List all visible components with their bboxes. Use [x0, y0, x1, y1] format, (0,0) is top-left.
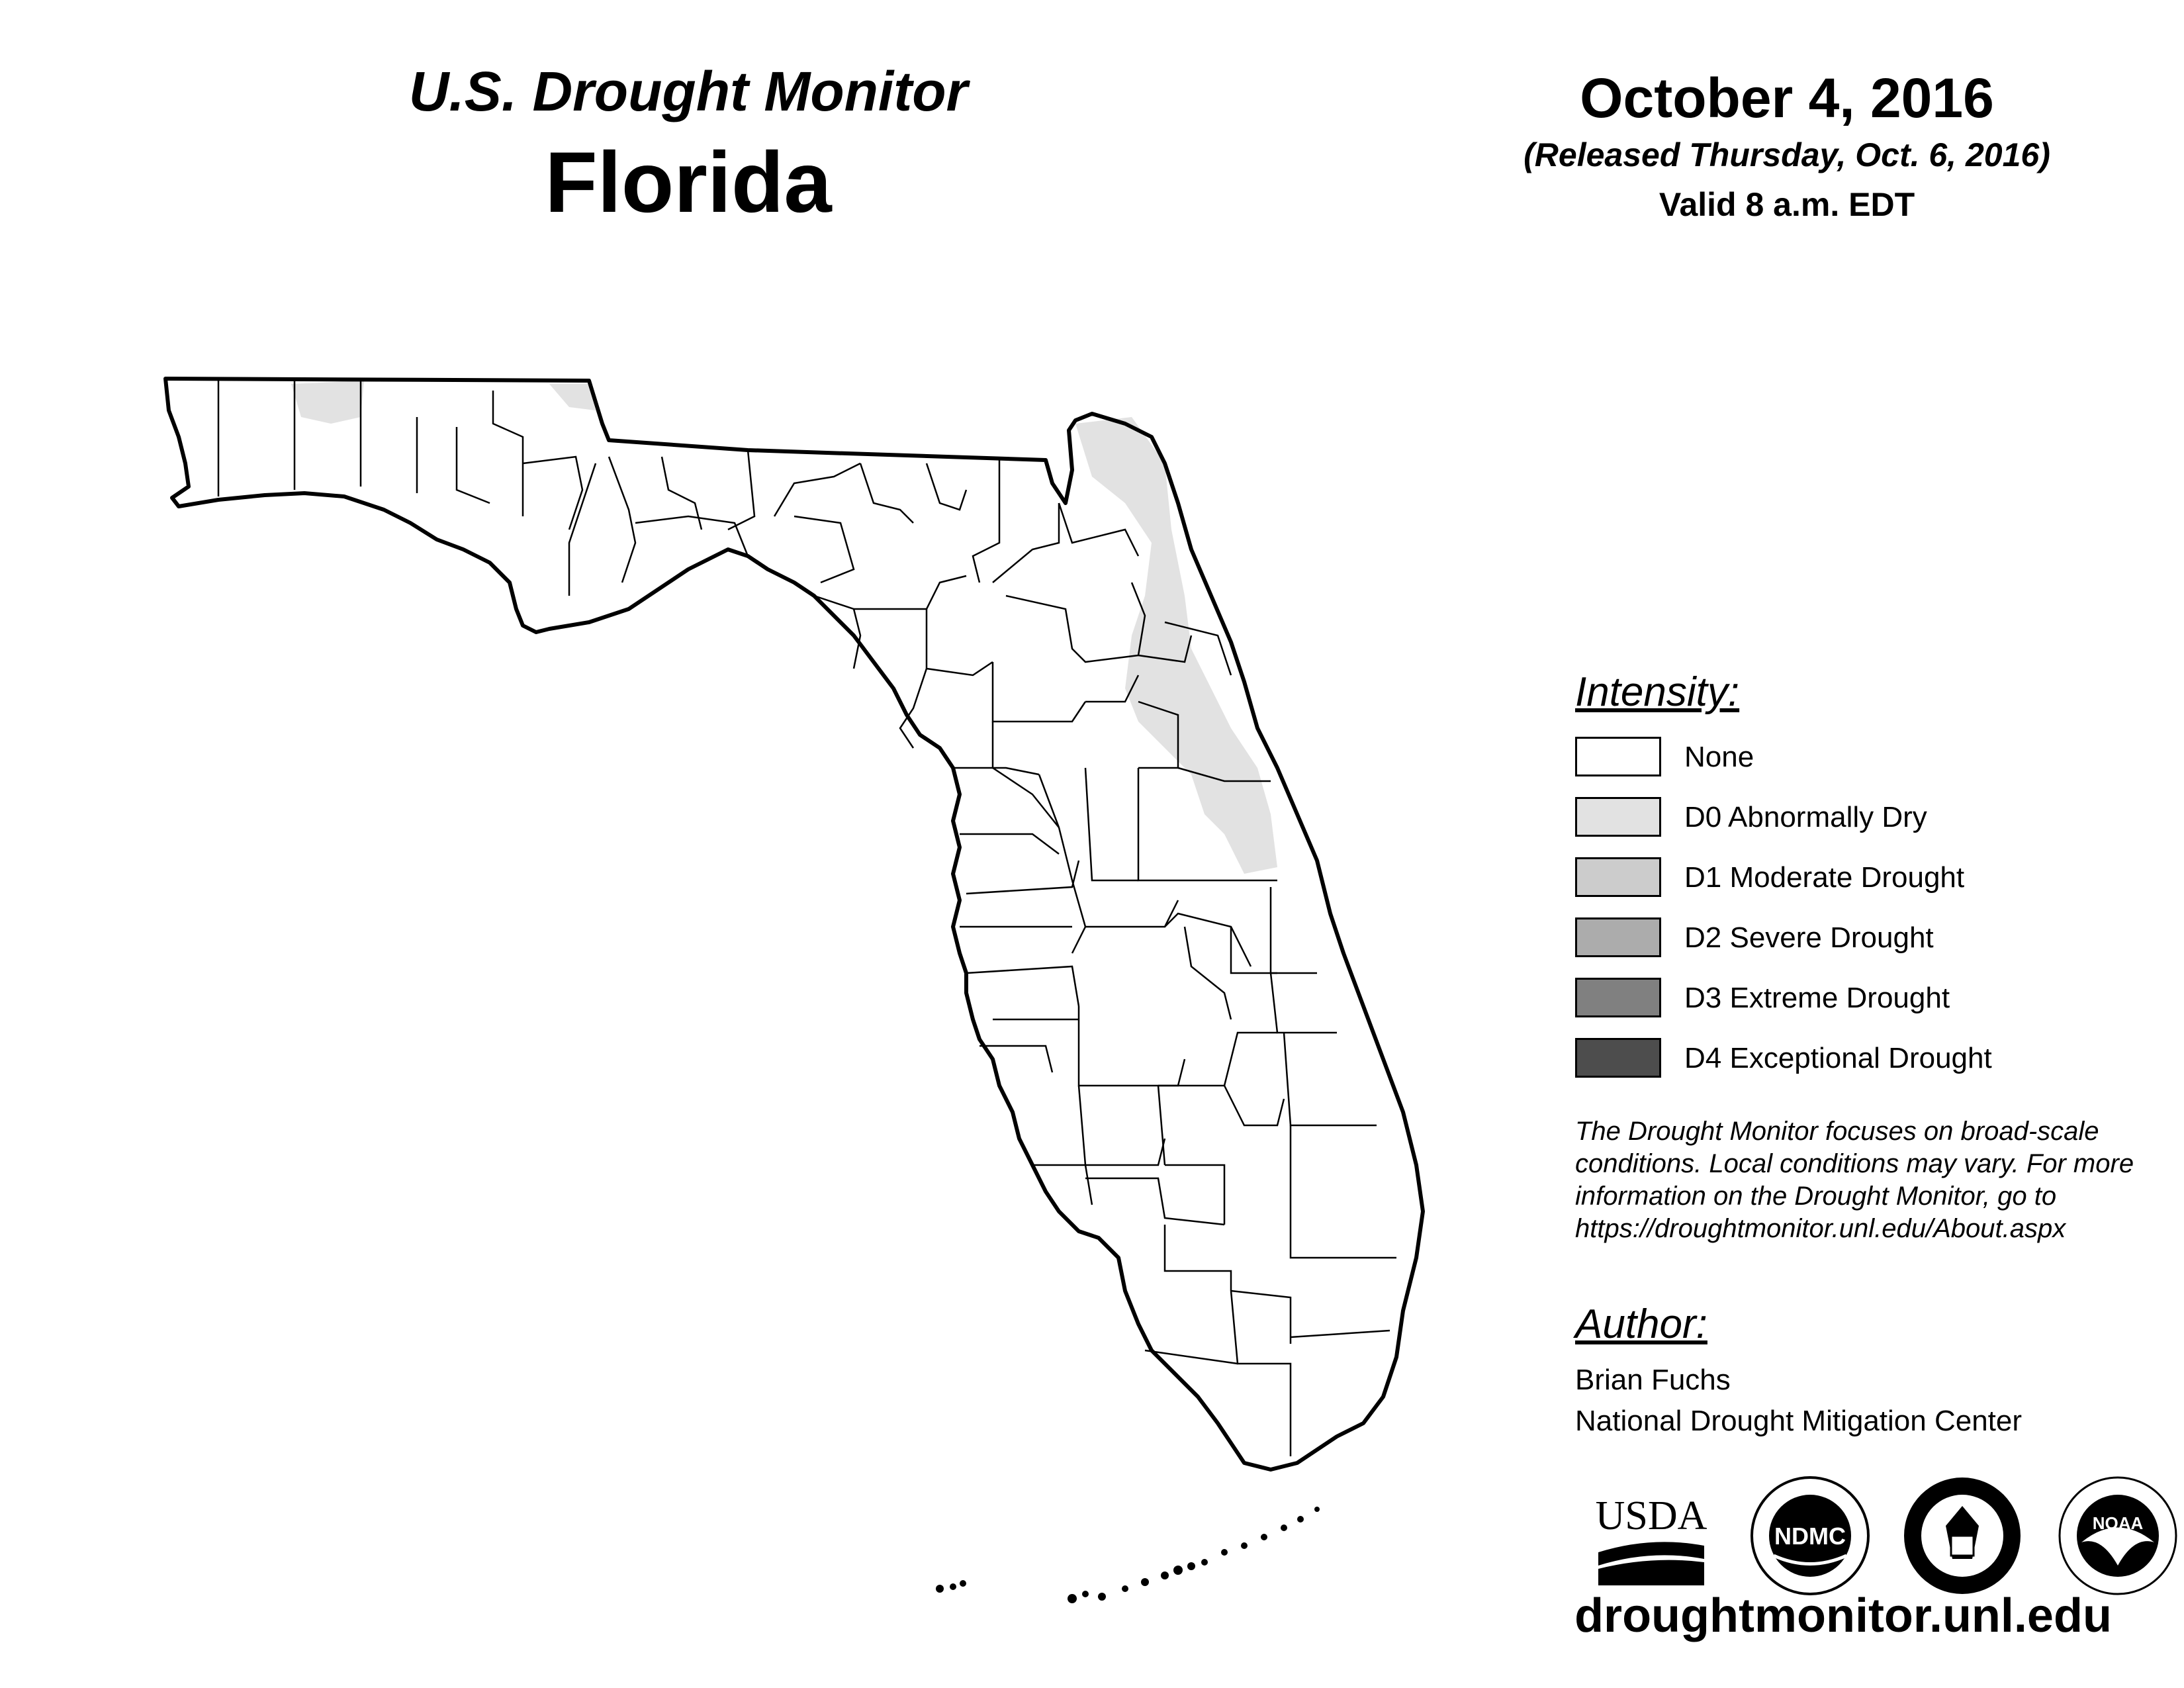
- d0-area-northeast: [1075, 417, 1277, 874]
- legend-swatch: [1575, 857, 1661, 897]
- author-org: National Drought Mitigation Center: [1575, 1405, 2023, 1437]
- legend-swatch: [1575, 917, 1661, 957]
- legend-heading: Intensity:: [1575, 669, 1740, 715]
- valid-time: Valid 8 a.m. EDT: [1659, 186, 1915, 223]
- legend-swatch: [1575, 1038, 1661, 1078]
- legend-label: D1 Moderate Drought: [1684, 861, 1965, 894]
- author-name: Brian Fuchs: [1575, 1364, 1731, 1396]
- commerce-logo: [1899, 1473, 2025, 1599]
- legend-label: D3 Extreme Drought: [1684, 982, 1950, 1014]
- legend-label: None: [1684, 741, 1754, 773]
- legend-swatch: [1575, 978, 1661, 1017]
- ndmc-logo: [1747, 1473, 1873, 1599]
- d0-area-panhandle-1: [291, 381, 364, 424]
- author-heading: Author:: [1575, 1301, 1707, 1347]
- map-title: U.S. Drought Monitor: [408, 60, 968, 122]
- noaa-logo: [2055, 1473, 2181, 1599]
- d0-area-panhandle-2: [549, 384, 596, 410]
- florida-outline: [165, 379, 1423, 1470]
- disclaimer-note: The Drought Monitor focuses on broad-scale conditions. Local conditions may vary. For more information on the Drought Monitor, go to https://droughtmonitor.unl.edu/About.aspx: [1575, 1117, 2134, 1243]
- legend-label: D2 Severe Drought: [1684, 921, 1934, 954]
- d0-areas: [291, 381, 1277, 874]
- keys-islands: [936, 1507, 1320, 1603]
- svg-text:NOAA: NOAA: [2092, 1513, 2144, 1533]
- legend-swatch: [1575, 797, 1661, 837]
- county-lines: [218, 381, 1396, 1456]
- usda-logo: [1588, 1473, 1714, 1599]
- legend-swatch: [1575, 737, 1661, 776]
- release-date: (Released Thursday, Oct. 6, 2016): [1524, 136, 2050, 173]
- map-date: October 4, 2016: [1580, 67, 1994, 129]
- legend-label: D4 Exceptional Drought: [1684, 1042, 1992, 1074]
- state-name: Florida: [545, 134, 832, 230]
- svg-text:USDA: USDA: [1595, 1493, 1707, 1538]
- website-link[interactable]: droughtmonitor.unl.edu: [1574, 1589, 2112, 1642]
- legend-label: D0 Abnormally Dry: [1684, 801, 1927, 833]
- svg-text:NDMC: NDMC: [1774, 1523, 1846, 1550]
